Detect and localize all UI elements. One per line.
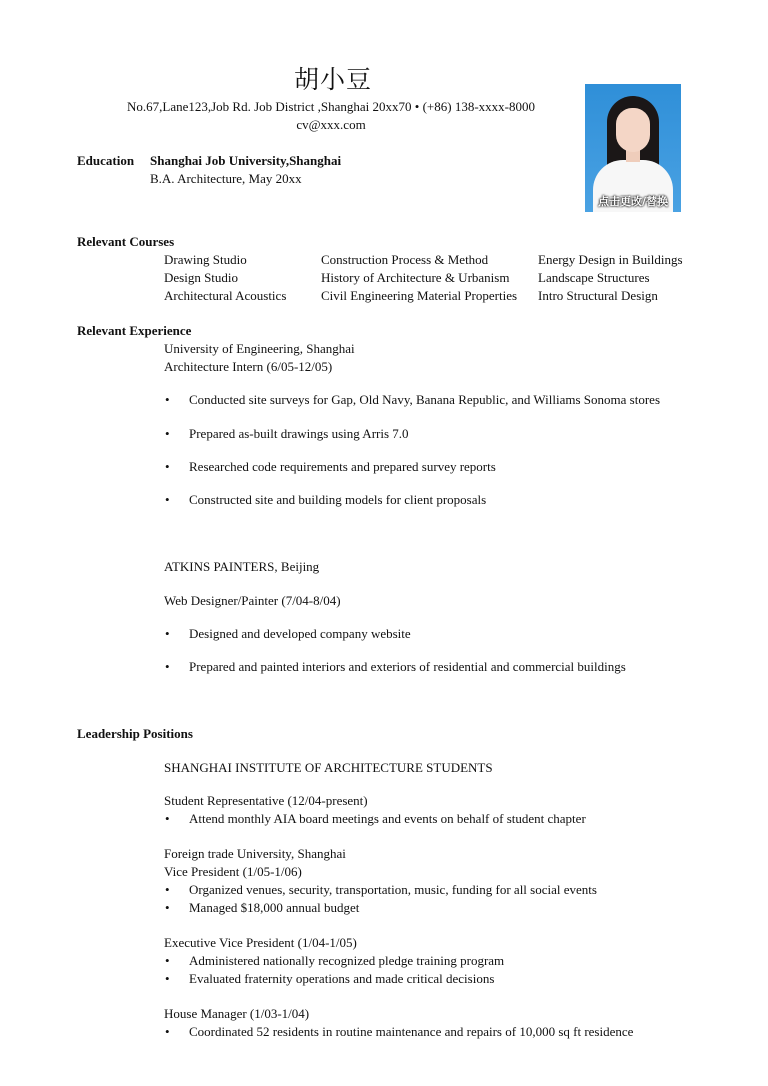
job-org: ATKINS PAINTERS, Beijing	[164, 559, 320, 574]
bullet-text: Evaluated fraternity operations and made critical decisions	[189, 971, 495, 986]
contact-email[interactable]: cv@xxx.com	[296, 117, 366, 132]
leadership-role: Executive Vice President (1/04-1/05)	[164, 935, 357, 950]
leadership-org: SHANGHAI INSTITUTE OF ARCHITECTURE STUDENTS	[164, 760, 493, 775]
education-degree: B.A. Architecture, May 20xx	[150, 171, 302, 186]
bullet-text: Designed and developed company website	[189, 626, 411, 641]
bullet-text: Prepared as-built drawings using Arris 7.0	[189, 426, 409, 441]
education-heading: Education	[77, 153, 135, 168]
photo-replace-caption[interactable]: 点击更改/替换	[597, 195, 669, 208]
photo-face	[616, 108, 650, 152]
bullet-dot: •	[165, 426, 170, 441]
bullet-text: Administered nationally recognized pledge training program	[189, 953, 505, 968]
course-item: Drawing Studio	[164, 252, 247, 267]
bullet-dot: •	[165, 492, 170, 507]
job-org: University of Engineering, Shanghai	[164, 341, 355, 356]
experience-heading: Relevant Experience	[77, 323, 192, 338]
bullet-dot: •	[165, 882, 170, 897]
leadership-role: Student Representative (12/04-present)	[164, 793, 368, 808]
bullet-dot: •	[165, 392, 170, 407]
course-item: Architectural Acoustics	[164, 288, 287, 303]
course-item: History of Architecture & Urbanism	[321, 270, 510, 285]
leadership-org: Foreign trade University, Shanghai	[164, 846, 346, 861]
leadership-heading: Leadership Positions	[77, 726, 193, 741]
courses-heading: Relevant Courses	[77, 234, 175, 249]
profile-photo[interactable]	[585, 84, 681, 212]
bullet-text: Constructed site and building models for client proposals	[189, 492, 487, 507]
education-school: Shanghai Job University,Shanghai	[150, 153, 342, 168]
course-item: Civil Engineering Material Properties	[321, 288, 518, 303]
contact-address-phone: No.67,Lane123,Job Rd. Job District ,Shanghai 20xx70 • (+86) 138-xxxx-8000	[127, 99, 535, 114]
bullet-dot: •	[165, 900, 170, 915]
leadership-role: House Manager (1/03-1/04)	[164, 1006, 310, 1021]
bullet-text: Conducted site surveys for Gap, Old Navy, Banana Republic, and Williams Sonoma stores	[189, 392, 661, 407]
bullet-dot: •	[165, 626, 170, 641]
leadership-role: Vice President (1/05-1/06)	[164, 864, 302, 879]
bullet-text: Researched code requirements and prepared survey reports	[189, 459, 496, 474]
bullet-dot: •	[165, 971, 170, 986]
candidate-name: 胡小豆	[294, 65, 373, 94]
bullet-text: Coordinated 52 residents in routine maintenance and repairs of 10,000 sq ft residence	[189, 1024, 634, 1039]
bullet-dot: •	[165, 659, 170, 674]
bullet-text: Organized venues, security, transportation, music, funding for all social events	[189, 882, 597, 897]
bullet-dot: •	[165, 953, 170, 968]
course-item: Construction Process & Method	[321, 252, 489, 267]
bullet-text: Attend monthly AIA board meetings and events on behalf of student chapter	[189, 811, 586, 826]
bullet-dot: •	[165, 1024, 170, 1039]
course-item: Landscape Structures	[538, 270, 650, 285]
course-item: Intro Structural Design	[538, 288, 658, 303]
bullet-dot: •	[165, 459, 170, 474]
bullet-text: Prepared and painted interiors and exteriors of residential and commercial buildings	[189, 659, 626, 674]
course-item: Energy Design in Buildings	[538, 252, 683, 267]
course-item: Design Studio	[164, 270, 239, 285]
bullet-text: Managed $18,000 annual budget	[189, 900, 360, 915]
bullet-dot: •	[165, 811, 170, 826]
job-title: Web Designer/Painter (7/04-8/04)	[164, 593, 341, 608]
job-title: Architecture Intern (6/05-12/05)	[164, 359, 333, 374]
